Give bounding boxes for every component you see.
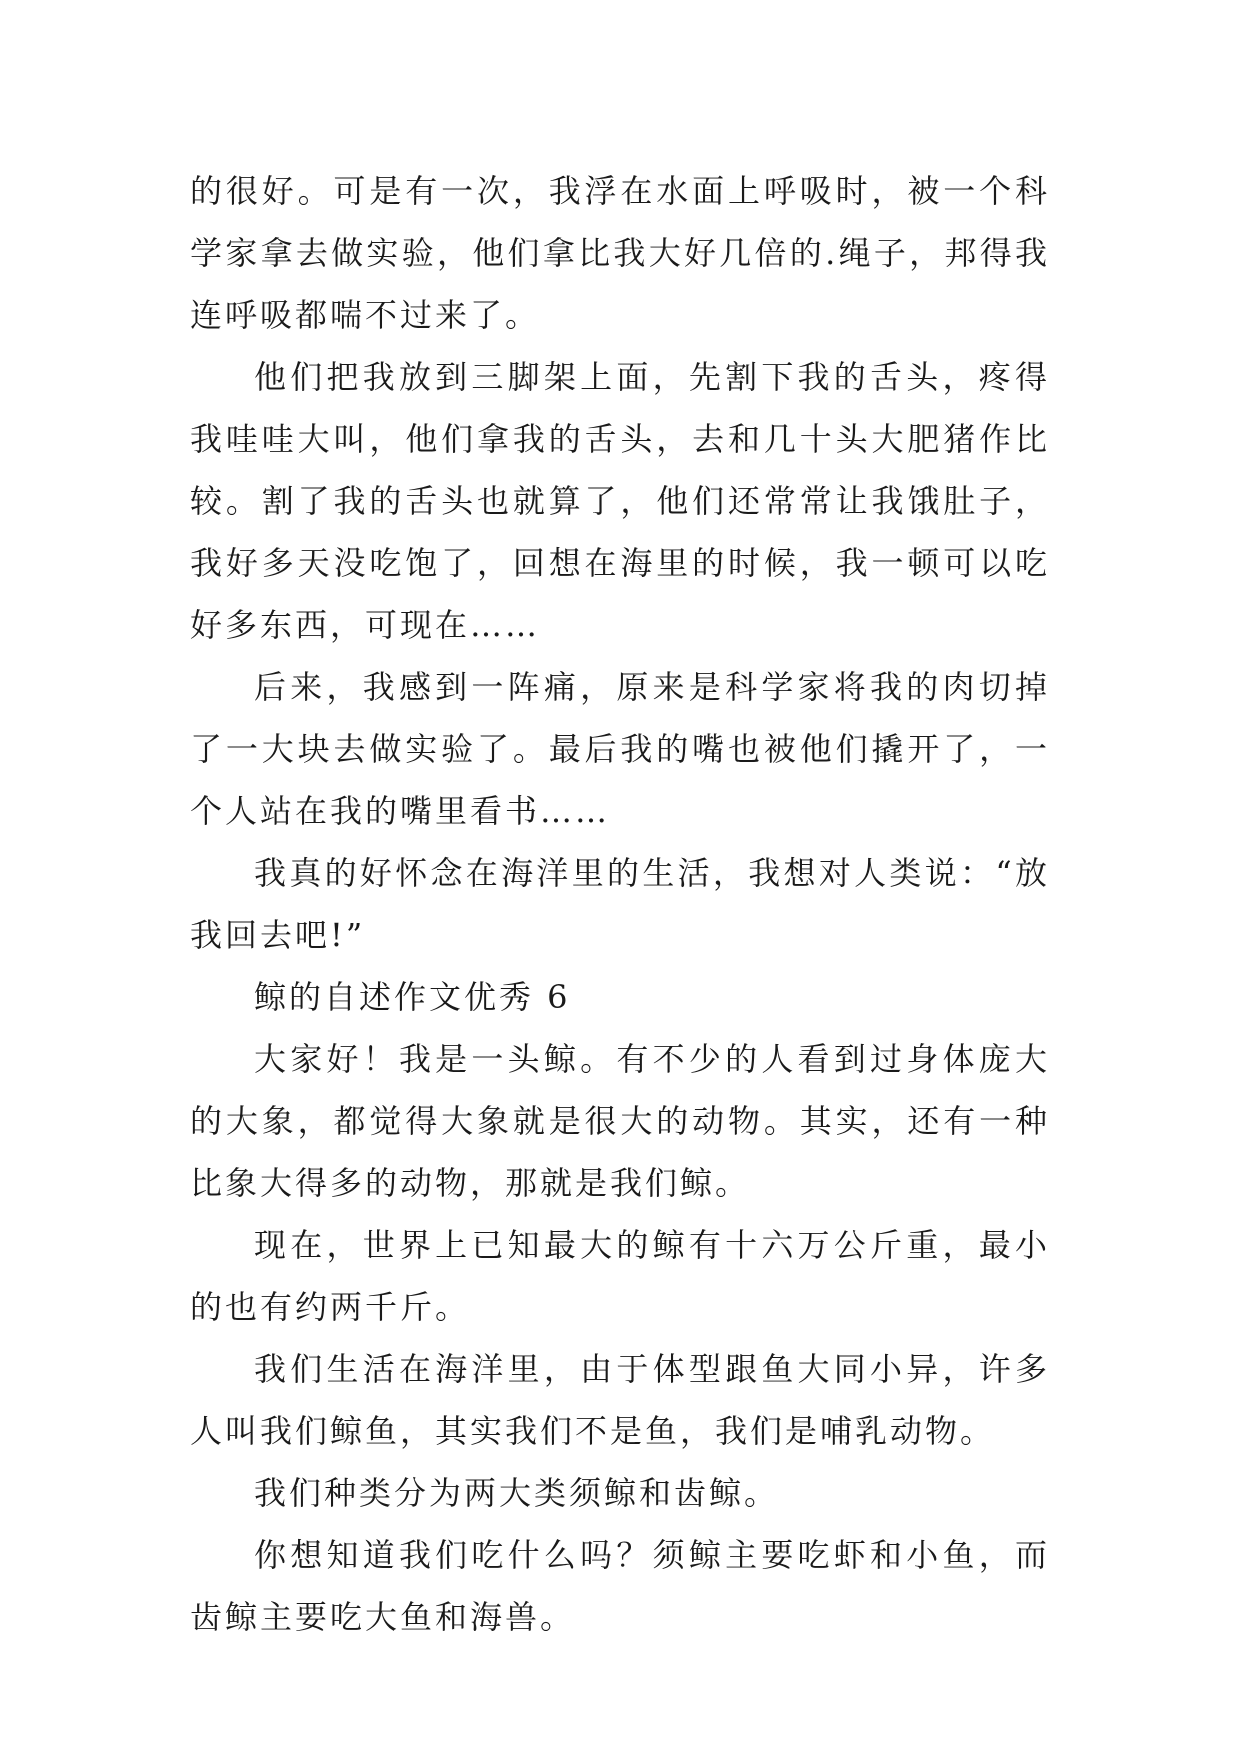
paragraph-1: 的很好。可是有一次，我浮在水面上呼吸时，被一个科学家拿去做实验，他们拿比我大好几倍的.绳子，邦得我连呼吸都喘不过来了。 [190,172,1050,334]
paragraph-4: 我真的好怀念在海洋里的生活，我想对人类说：“放我回去吧!” [190,854,1050,954]
paragraph-2: 他们把我放到三脚架上面，先割下我的舌头，疼得我哇哇大叫，他们拿我的舌头，去和几十头大肥猪作比较。割了我的舌头也就算了，他们还常常让我饿肚子，我好多天没吃饱了，回想在海里的时候，我一顿可以吃好多东西，可现在…… [190,358,1050,644]
paragraph-5: 大家好！我是一头鲸。有不少的人看到过身体庞大的大象，都觉得大象就是很大的动物。其实，还有一种比象大得多的动物，那就是我们鲸。 [190,1040,1050,1202]
paragraph-9: 你想知道我们吃什么吗？须鲸主要吃虾和小鱼，而齿鲸主要吃大鱼和海兽。 [190,1536,1050,1636]
paragraph-3: 后来，我感到一阵痛，原来是科学家将我的肉切掉了一大块去做实验了。最后我的嘴也被他们撬开了，一个人站在我的嘴里看书…… [190,668,1050,830]
document-body [190,160,1050,1648]
section-title: 鲸的自述作文优秀 6 [254,978,571,1016]
paragraph-7: 我们生活在海洋里，由于体型跟鱼大同小异，许多人叫我们鲸鱼，其实我们不是鱼，我们是哺乳动物。 [190,1350,1050,1450]
paragraph-6: 现在，世界上已知最大的鲸有十六万公斤重，最小的也有约两千斤。 [190,1226,1050,1326]
paragraph-8: 我们种类分为两大类须鲸和齿鲸。 [254,1474,780,1512]
